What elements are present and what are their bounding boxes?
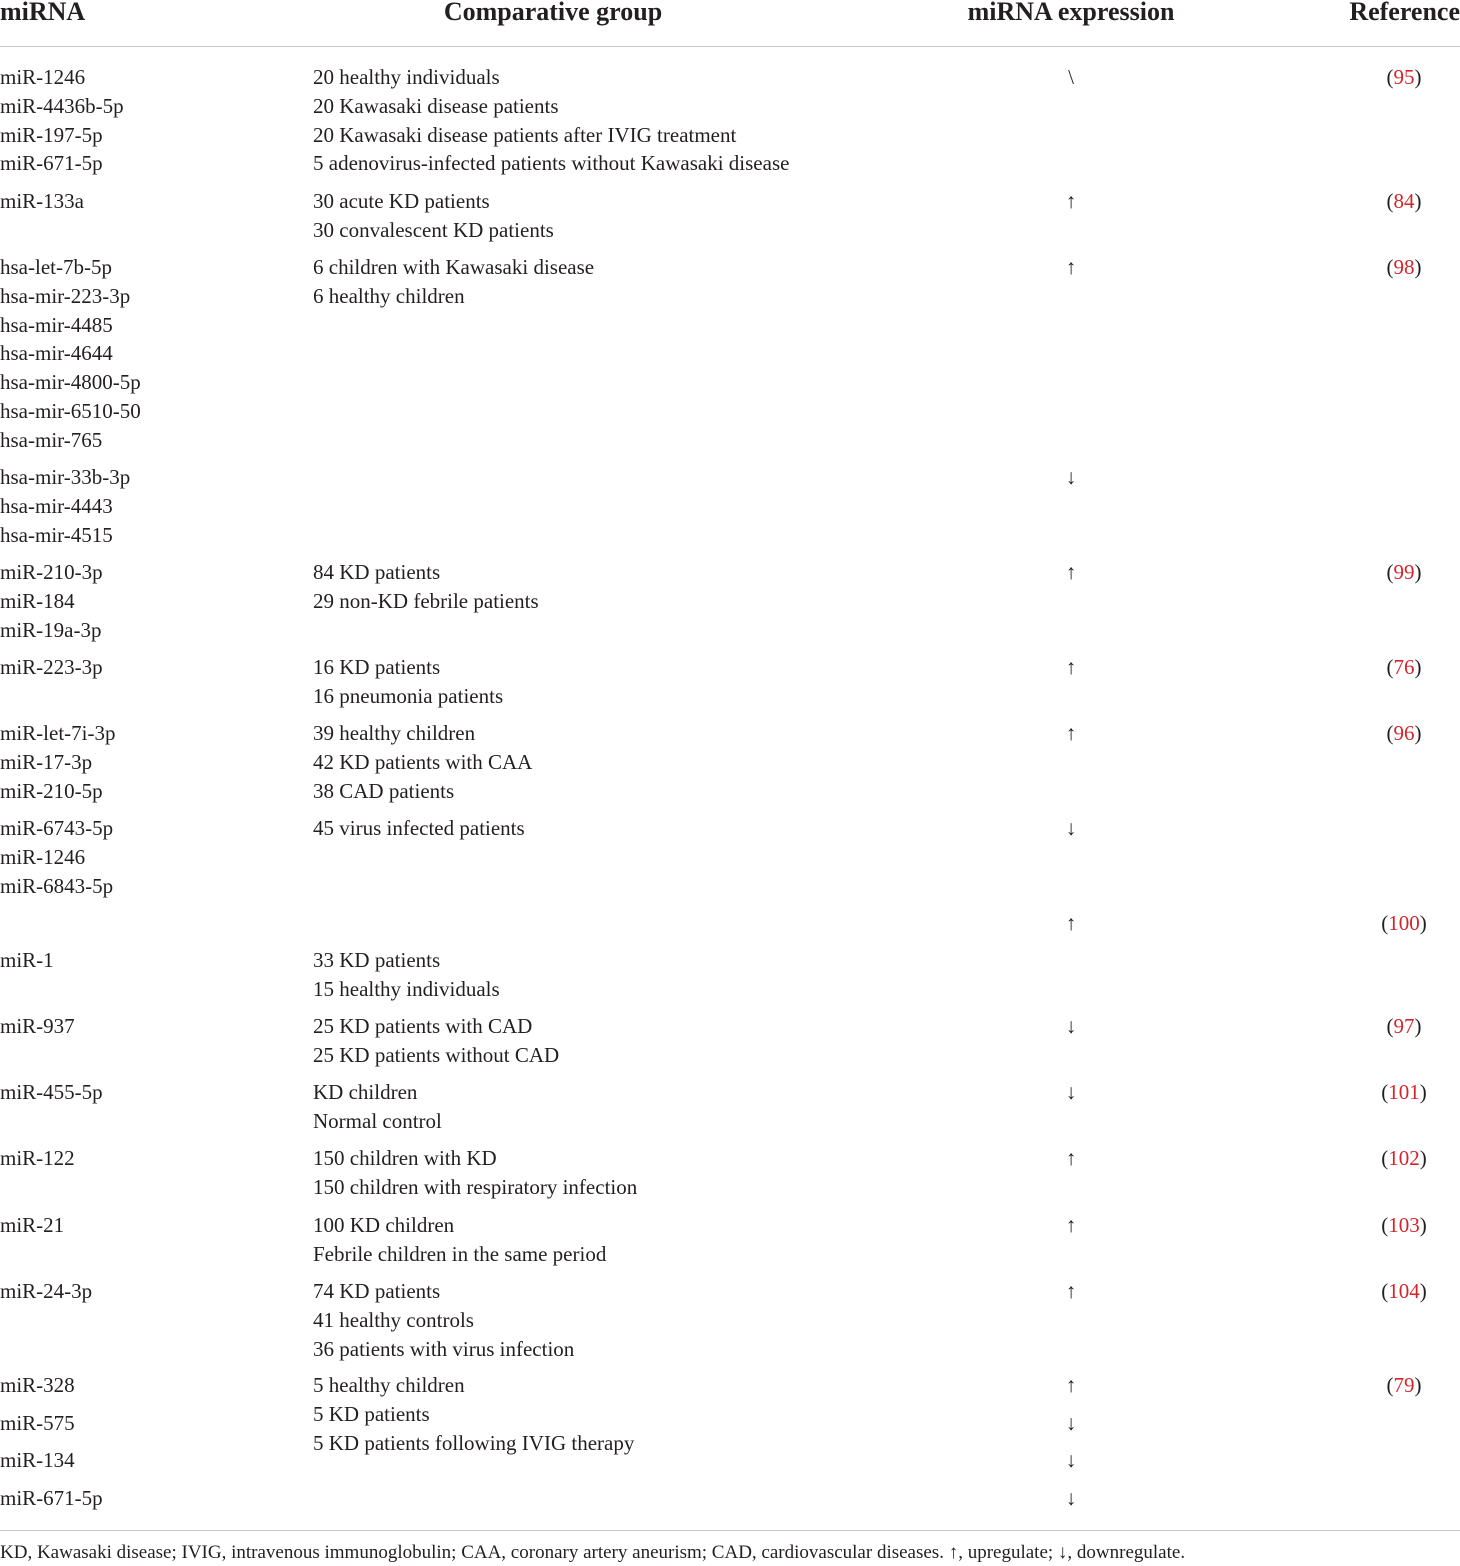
table-bottom-rule (0, 1530, 1460, 1531)
comparative-group-cell: 5 KD patients following IVIG therapy (313, 1430, 635, 1455)
mirna-cell: miR-671-5p (0, 1485, 103, 1510)
mirna-cell: miR-6743-5p (0, 816, 114, 840)
reference-link[interactable]: 102 (1388, 1146, 1420, 1170)
header-mirna: miRNA (0, 0, 86, 26)
comparative-group-cell: 16 pneumonia patients (313, 683, 504, 708)
comparative-group-cell: Febrile children in the same period (313, 1241, 607, 1266)
reference-link[interactable]: 95 (1393, 65, 1415, 89)
reference-link[interactable]: 84 (1393, 189, 1415, 213)
mirna-cell: hsa-mir-4800-5p (0, 370, 141, 395)
mirna-cell: hsa-mir-4515 (0, 522, 113, 547)
mirna-cell: miR-575 (0, 1410, 75, 1435)
comparative-group-cell: 42 KD patients with CAA (313, 749, 533, 774)
comparative-group-cell: 150 children with KD (313, 1146, 497, 1170)
mirna-cell: hsa-mir-4443 (0, 493, 113, 518)
header-reference: Reference (1349, 0, 1460, 26)
mirna-cell: miR-210-3p (0, 560, 103, 584)
reference-link[interactable]: 76 (1393, 655, 1415, 679)
mirna-cell: miR-1246 (0, 65, 86, 89)
reference-link[interactable]: 97 (1393, 1014, 1415, 1038)
mirna-cell: hsa-mir-223-3p (0, 283, 131, 308)
mirna-cell: miR-122 (0, 1146, 75, 1170)
mirna-cell: hsa-mir-4485 (0, 312, 113, 337)
reference-link[interactable]: 96 (1393, 721, 1415, 745)
mirna-cell: miR-133a (0, 189, 84, 213)
mirna-cell: miR-19a-3p (0, 617, 102, 642)
header-comparative-group: Comparative group (443, 0, 663, 26)
comparative-group-cell: 15 healthy individuals (313, 976, 500, 1001)
comparative-group-cell: 20 Kawasaki disease patients after IVIG treatment (313, 122, 737, 147)
comparative-group-cell: 6 children with Kawasaki disease (313, 255, 595, 279)
comparative-group-cell: 74 KD patients (313, 1279, 441, 1303)
comparative-group-cell: 100 KD children (313, 1213, 455, 1237)
reference-link[interactable]: 99 (1393, 560, 1415, 584)
table-body: miR-1246 miR-4436b-5p miR-197-5p miR-671-5p 20 healthy individuals 20 Kawasaki disease patients 20 Kawasaki disease patients after IVIG treatment 5 adenovirus-infected patients without Kawasaki disease \ (95) miR-133a 30 acute KD patients 30 convalescent KD patients ↑ (84) hsa-let-7b-5p hsa-mir-223-3p hsa-mir-4485 hsa-mir-4644 hsa-mir-4800-5p hsa-mir-6510-50 hsa-mir-765 6 children with Kawasaki disease 6 healthy children ↑ (98) hsa-mir-33b-3p hsa-mir-4443 hsa-mir-4515 ↓ miR-210-3p miR-184 miR-19a-3p 84 KD patients 29 non-KD febrile patients ↑ (99) miR-223-3p 16 KD patients 16 pneumonia patients ↑ (76) miR-let-7i-3p miR-17-3p miR-210-5p 39 healthy children 42 KD patients with CAA 38 CAD patients ↑ (96) miR-6743-5p miR-1246 miR-6843-5p 45 virus infected patients ↓ ↑ (100) miR-1 33 KD patients 15 healthy individuals miR-937 25 KD patients with CAD 25 KD patients without CAD ↓ (97) miR-455-5p KD children Normal control ↓ (101) miR-122 150 children with KD 150 children with respiratory infection ↑ (102) miR-21 100 KD children Febrile children in the same period ↑ (103) miR-24-3p 74 KD patients 41 healthy controls 36 patients with virus infection ↑ (104) miR-328 miR-575 miR-134 miR-671-5p 5 healthy children 5 KD patients 5 KD patients following IVIG therapy ↑ ↓ ↓ ↓ (79) (0, 0, 1460, 1530)
mirna-cell: miR-1246 (0, 844, 86, 869)
comparative-group-cell: 5 adenovirus-infected patients without Kawasaki disease (313, 151, 790, 176)
mirna-cell: miR-6843-5p (0, 873, 114, 898)
reference-link[interactable]: 104 (1388, 1279, 1420, 1303)
reference-link[interactable]: 100 (1388, 911, 1420, 935)
comparative-group-cell: 38 CAD patients (313, 778, 455, 803)
comparative-group-cell: 30 convalescent KD patients (313, 217, 554, 242)
comparative-group-cell: KD children (313, 1080, 418, 1104)
comparative-group-cell: Normal control (313, 1108, 442, 1133)
mirna-cell: miR-328 (0, 1373, 75, 1397)
mirna-cell: hsa-mir-765 (0, 427, 103, 452)
mirna-cell: miR-4436b-5p (0, 93, 124, 118)
header-mirna-expression: miRNA expression (967, 0, 1175, 26)
comparative-group-cell: 41 healthy controls (313, 1307, 474, 1332)
mirna-cell: miR-17-3p (0, 749, 93, 774)
mirna-cell: miR-24-3p (0, 1279, 93, 1303)
comparative-group-cell: 39 healthy children (313, 721, 476, 745)
mirna-cell: miR-184 (0, 588, 75, 613)
reference-link[interactable]: 101 (1388, 1080, 1420, 1104)
comparative-group-cell: 45 virus infected patients (313, 816, 525, 840)
table-footnote: KD, Kawasaki disease; IVIG, intravenous immunoglobulin; CAA, coronary artery aneurism; CAD, cardiovascular diseases. ↑, upregulate; ↓, downregulate. (0, 1542, 1186, 1563)
mirna-cell: miR-937 (0, 1014, 75, 1038)
reference-link[interactable]: 98 (1393, 255, 1415, 279)
comparative-group-cell: 20 Kawasaki disease patients (313, 93, 559, 118)
mirna-cell: miR-455-5p (0, 1080, 103, 1104)
reference-link[interactable]: 79 (1393, 1373, 1415, 1397)
comparative-group-cell: 30 acute KD patients (313, 189, 490, 213)
comparative-group-cell: 6 healthy children (313, 283, 465, 308)
mirna-cell: hsa-mir-4644 (0, 341, 113, 366)
mirna-cell: miR-197-5p (0, 122, 103, 147)
mirna-cell: hsa-mir-33b-3p (0, 465, 131, 489)
mirna-cell: hsa-let-7b-5p (0, 255, 112, 279)
comparative-group-cell: 5 healthy children (313, 1373, 465, 1397)
mirna-cell: miR-21 (0, 1213, 65, 1237)
comparative-group-cell: 29 non-KD febrile patients (313, 588, 539, 613)
mirna-cell: miR-223-3p (0, 655, 103, 679)
mirna-cell: miR-let-7i-3p (0, 721, 116, 745)
mirna-cell: hsa-mir-6510-50 (0, 399, 141, 423)
reference-link[interactable]: 103 (1388, 1213, 1420, 1237)
comparative-group-cell: 150 children with respiratory infection (313, 1174, 638, 1199)
comparative-group-cell: 36 patients with virus infection (313, 1336, 575, 1361)
comparative-group-cell: 5 KD patients (313, 1401, 430, 1426)
comparative-group-cell: 33 KD patients (313, 948, 441, 972)
mirna-cell: miR-134 (0, 1448, 75, 1472)
mirna-cell: miR-671-5p (0, 151, 103, 176)
comparative-group-cell: 25 KD patients without CAD (313, 1042, 560, 1067)
mirna-cell: miR-1 (0, 948, 54, 972)
comparative-group-cell: 16 KD patients (313, 655, 441, 679)
comparative-group-cell: 25 KD patients with CAD (313, 1014, 533, 1038)
comparative-group-cell: 20 healthy individuals (313, 65, 500, 89)
mirna-cell: miR-210-5p (0, 778, 103, 803)
comparative-group-cell: 84 KD patients (313, 560, 441, 584)
